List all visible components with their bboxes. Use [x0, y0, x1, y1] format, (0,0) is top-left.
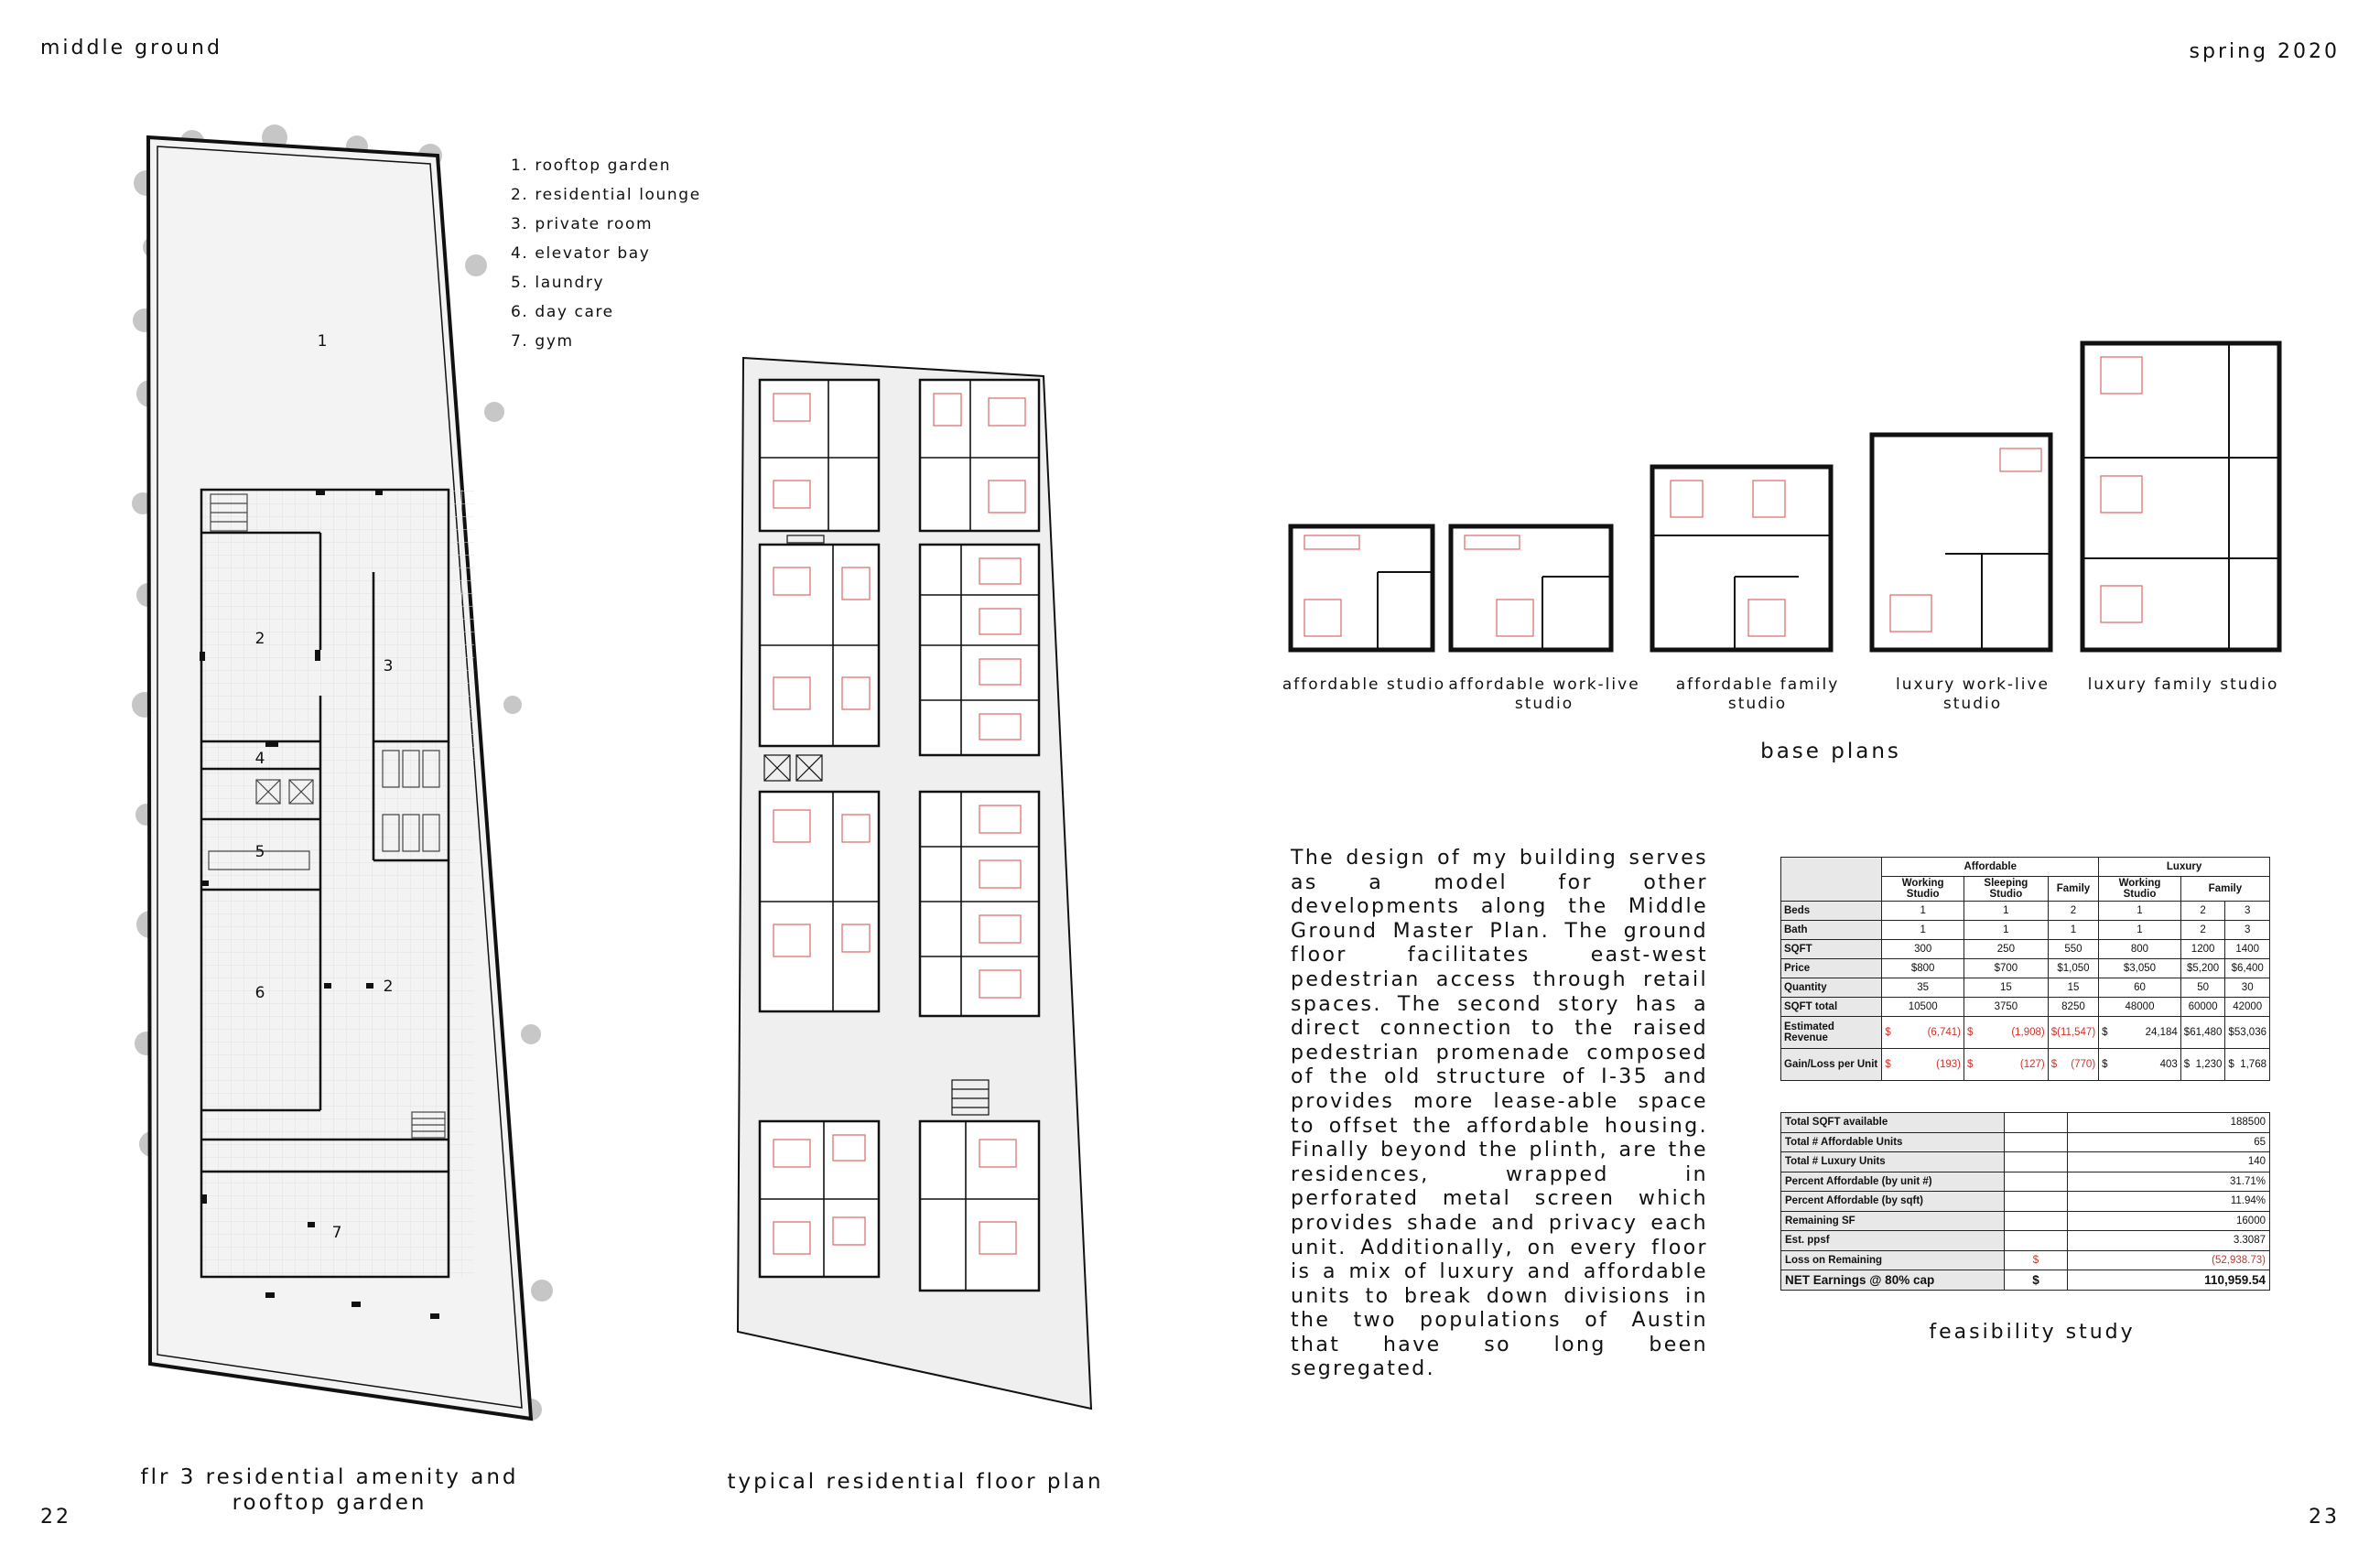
summary-label: NET Earnings @ 80% cap: [1781, 1270, 2005, 1291]
summary-currency: [2005, 1172, 2068, 1192]
currency-symbol: $: [2102, 1027, 2108, 1038]
summary-label: Remaining SF: [1781, 1211, 2005, 1231]
currency-symbol: $: [1885, 1059, 1891, 1070]
plan-label-elevator-bay: 4: [254, 750, 265, 768]
plan-label-residential-lounge: 2: [254, 630, 265, 648]
money-cell: [1882, 1049, 1964, 1081]
table-cell: 10500: [1882, 998, 1964, 1017]
base-plan-label: affordable family studio: [1675, 675, 1840, 713]
feasibility-caption: feasibility study: [1929, 1321, 2136, 1344]
table-cell: 1: [2099, 902, 2181, 921]
plan-label-rooftop-garden: 1: [317, 332, 328, 351]
legend-item: 5. laundry: [511, 274, 605, 292]
table-cell: 60000: [2180, 998, 2225, 1017]
legend-item: 2. residential lounge: [511, 186, 701, 204]
summary-row: [1781, 1132, 2270, 1152]
money-value: (11,547): [2057, 1027, 2096, 1038]
table-cell: 30: [2225, 978, 2270, 998]
group-affordable: Affordable: [1882, 858, 2099, 877]
table-row: [1781, 921, 2270, 940]
table-cell: $800: [1882, 959, 1964, 978]
page-number-right: 23: [2309, 1506, 2340, 1529]
money-value: (770): [2071, 1059, 2096, 1070]
table-cell: 1: [2099, 921, 2181, 940]
plan-label-gym: 7: [331, 1224, 342, 1242]
currency-symbol: $: [2102, 1059, 2108, 1070]
money-value: (127): [2019, 1059, 2045, 1070]
table-row: [1781, 1017, 2270, 1049]
legend-item: 6. day care: [511, 303, 614, 321]
money-value: (193): [1936, 1059, 1961, 1070]
money-value: 1,768: [2240, 1059, 2266, 1070]
summary-label: Percent Affordable (by unit #): [1781, 1172, 2005, 1192]
summary-label: Percent Affordable (by sqft): [1781, 1192, 2005, 1212]
table-row: [1781, 940, 2270, 959]
money-cell: [2180, 1049, 2225, 1081]
table-cell: 550: [2048, 940, 2098, 959]
currency-symbol: $: [1967, 1059, 1974, 1070]
table-cell: 1200: [2180, 940, 2225, 959]
table-row: [1781, 959, 2270, 978]
feasibility-summary-table: [1780, 1112, 2270, 1291]
row-label: SQFT: [1781, 940, 1882, 959]
table-row: [1781, 1049, 2270, 1081]
currency-symbol: $: [1885, 1027, 1891, 1038]
summary-currency: [2005, 1211, 2068, 1231]
term-label: spring 2020: [2189, 40, 2340, 63]
row-label: Beds: [1781, 902, 1882, 921]
unit-plan-luxury-family: [2082, 343, 2279, 650]
group-luxury: Luxury: [2099, 858, 2270, 877]
table-row: [1781, 978, 2270, 998]
table-cell: $700: [1964, 959, 2049, 978]
col-header: Family: [2048, 877, 2098, 902]
money-value: 53,036: [2234, 1027, 2266, 1038]
unit-plan-affordable-work-live: [1451, 526, 1611, 650]
table-cell: 15: [2048, 978, 2098, 998]
summary-value: (52,938.73): [2068, 1250, 2270, 1270]
legend-item: 3. private room: [511, 215, 654, 233]
summary-row: [1781, 1172, 2270, 1192]
money-cell: [1882, 1017, 1964, 1049]
table-cell: 250: [1964, 940, 2049, 959]
summary-row: [1781, 1113, 2270, 1133]
money-value: 61,480: [2190, 1027, 2223, 1038]
table-row: [1781, 998, 2270, 1017]
row-label: Estimated Revenue: [1781, 1017, 1882, 1049]
table-cell: $5,200: [2180, 959, 2225, 978]
money-cell: [2225, 1017, 2270, 1049]
table-cell: 15: [1964, 978, 2049, 998]
table-cell: 1: [1964, 902, 2049, 921]
summary-row: [1781, 1211, 2270, 1231]
money-value: (6,741): [1927, 1027, 1961, 1038]
currency-symbol: $: [2050, 1059, 2058, 1070]
summary-currency: [2005, 1231, 2068, 1251]
money-cell: [2180, 1017, 2225, 1049]
table-cell: 35: [1882, 978, 1964, 998]
summary-label: Loss on Remaining: [1781, 1250, 2005, 1270]
currency-symbol: $: [2228, 1027, 2234, 1038]
summary-label: Total # Affordable Units: [1781, 1132, 2005, 1152]
table-cell: 1: [2048, 921, 2098, 940]
money-cell: [2099, 1049, 2181, 1081]
summary-value: 16000: [2068, 1211, 2270, 1231]
table-cell: 800: [2099, 940, 2181, 959]
summary-currency: $: [2005, 1270, 2068, 1291]
typical-floor-plan: [732, 352, 1098, 1414]
currency-symbol: $: [2183, 1059, 2191, 1070]
table-cell: 3750: [1964, 998, 2049, 1017]
plan-label-laundry: 5: [254, 843, 265, 861]
base-plans-caption: base plans: [1760, 740, 1901, 763]
base-plan-drawings: [1286, 339, 2293, 659]
table-cell: 50: [2180, 978, 2225, 998]
table-cell: $6,400: [2225, 959, 2270, 978]
money-value: (1,908): [2011, 1027, 2045, 1038]
base-plan-label: luxury work-live studio: [1895, 675, 2050, 713]
summary-label: Total SQFT available: [1781, 1113, 2005, 1133]
money-value: 24,184: [2145, 1027, 2178, 1038]
summary-label: Total # Luxury Units: [1781, 1152, 2005, 1172]
summary-currency: $: [2005, 1250, 2068, 1270]
col-header: Working Studio: [2099, 877, 2181, 902]
summary-currency: [2005, 1113, 2068, 1133]
page-number-left: 22: [40, 1506, 71, 1529]
row-label: Bath: [1781, 921, 1882, 940]
table-cell: 2: [2048, 902, 2098, 921]
summary-value: 140: [2068, 1152, 2270, 1172]
table-cell: 2: [2180, 921, 2225, 940]
col-header: Family: [2180, 877, 2269, 902]
project-title: middle ground: [40, 37, 222, 59]
plan-label-private-room: 3: [383, 657, 394, 675]
money-cell: [2225, 1049, 2270, 1081]
currency-symbol: $: [2050, 1027, 2058, 1038]
money-cell: [1964, 1017, 2049, 1049]
col-header: Working Studio: [1882, 877, 1964, 902]
base-plan-label: luxury family studio: [2087, 675, 2279, 694]
summary-value: 11.94%: [2068, 1192, 2270, 1212]
money-value: 1,230: [2195, 1059, 2223, 1070]
base-plan-label: affordable work-live studio: [1448, 675, 1640, 713]
summary-value: 3.3087: [2068, 1231, 2270, 1251]
row-label: Gain/Loss per Unit: [1781, 1049, 1882, 1081]
money-cell: [2099, 1017, 2181, 1049]
table-cell: 2: [2180, 902, 2225, 921]
table-cell: 1400: [2225, 940, 2270, 959]
amenity-floor-plan: [128, 119, 558, 1437]
summary-value: 65: [2068, 1132, 2270, 1152]
legend-item: 1. rooftop garden: [511, 157, 672, 175]
design-statement: The design of my building serves as a model for other developments along the Middle Ground Master Plan. The ground floor facilitates east-west pedestrian access through retail spaces. The second story has a direct connection to the raised pedestrian promenade composed of the old structure of I-35 and provides more lease-able space to offset the affordable housing. Finally beyond the plinth, are the residences, wrapped in perforated metal screen which provides shade and privacy each unit. Additionally, on every floor is a mix of luxury and affordable units to break down divisions in the two populations of Austin that have so long been segregated.: [1291, 847, 1708, 1381]
row-label: Price: [1781, 959, 1882, 978]
summary-label: Est. ppsf: [1781, 1231, 2005, 1251]
base-plan-label: affordable studio: [1282, 675, 1446, 694]
table-cell: 1: [1882, 902, 1964, 921]
unit-plan-affordable-family: [1652, 467, 1831, 650]
table-cell: 8250: [2048, 998, 2098, 1017]
currency-symbol: $: [2183, 1027, 2191, 1038]
table-cell: 60: [2099, 978, 2181, 998]
unit-plan-affordable-studio: [1291, 526, 1433, 650]
money-value: 403: [2159, 1059, 2178, 1070]
summary-currency: [2005, 1132, 2068, 1152]
unit-plan-luxury-work-live: [1872, 435, 2050, 650]
table-cell: 1: [1964, 921, 2049, 940]
amenity-plan-caption: flr 3 residential amenity and rooftop garden: [140, 1465, 519, 1515]
summary-currency: [2005, 1152, 2068, 1172]
summary-currency: [2005, 1192, 2068, 1212]
summary-row: [1781, 1250, 2270, 1270]
summary-value: 188500: [2068, 1113, 2270, 1133]
legend-item: 4. elevator bay: [511, 244, 651, 263]
table-cell: $3,050: [2099, 959, 2181, 978]
money-cell: [1964, 1049, 2049, 1081]
plan-label-lounge-lower: 2: [383, 978, 394, 996]
table-cell: 48000: [2099, 998, 2181, 1017]
summary-row: [1781, 1192, 2270, 1212]
room-legend: [511, 151, 701, 356]
summary-value: 31.71%: [2068, 1172, 2270, 1192]
currency-symbol: $: [2228, 1059, 2234, 1070]
plan-label-day-care: 6: [254, 984, 265, 1002]
table-cell: $1,050: [2048, 959, 2098, 978]
col-header: Sleeping Studio: [1964, 877, 2049, 902]
summary-row: [1781, 1231, 2270, 1251]
feasibility-table: [1780, 857, 2270, 1081]
table-cell: 300: [1882, 940, 1964, 959]
row-label: Quantity: [1781, 978, 1882, 998]
table-cell: 3: [2225, 902, 2270, 921]
summary-row: [1781, 1270, 2270, 1291]
row-label: SQFT total: [1781, 998, 1882, 1017]
money-cell: [2048, 1017, 2098, 1049]
currency-symbol: $: [1967, 1027, 1974, 1038]
money-cell: [2048, 1049, 2098, 1081]
legend-item: 7. gym: [511, 332, 574, 351]
table-cell: 3: [2225, 921, 2270, 940]
summary-row: [1781, 1152, 2270, 1172]
table-row: [1781, 902, 2270, 921]
typical-plan-caption: typical residential floor plan: [727, 1470, 1104, 1494]
table-cell: 42000: [2225, 998, 2270, 1017]
table-cell: 1: [1882, 921, 1964, 940]
summary-value: 110,959.54: [2068, 1270, 2270, 1291]
